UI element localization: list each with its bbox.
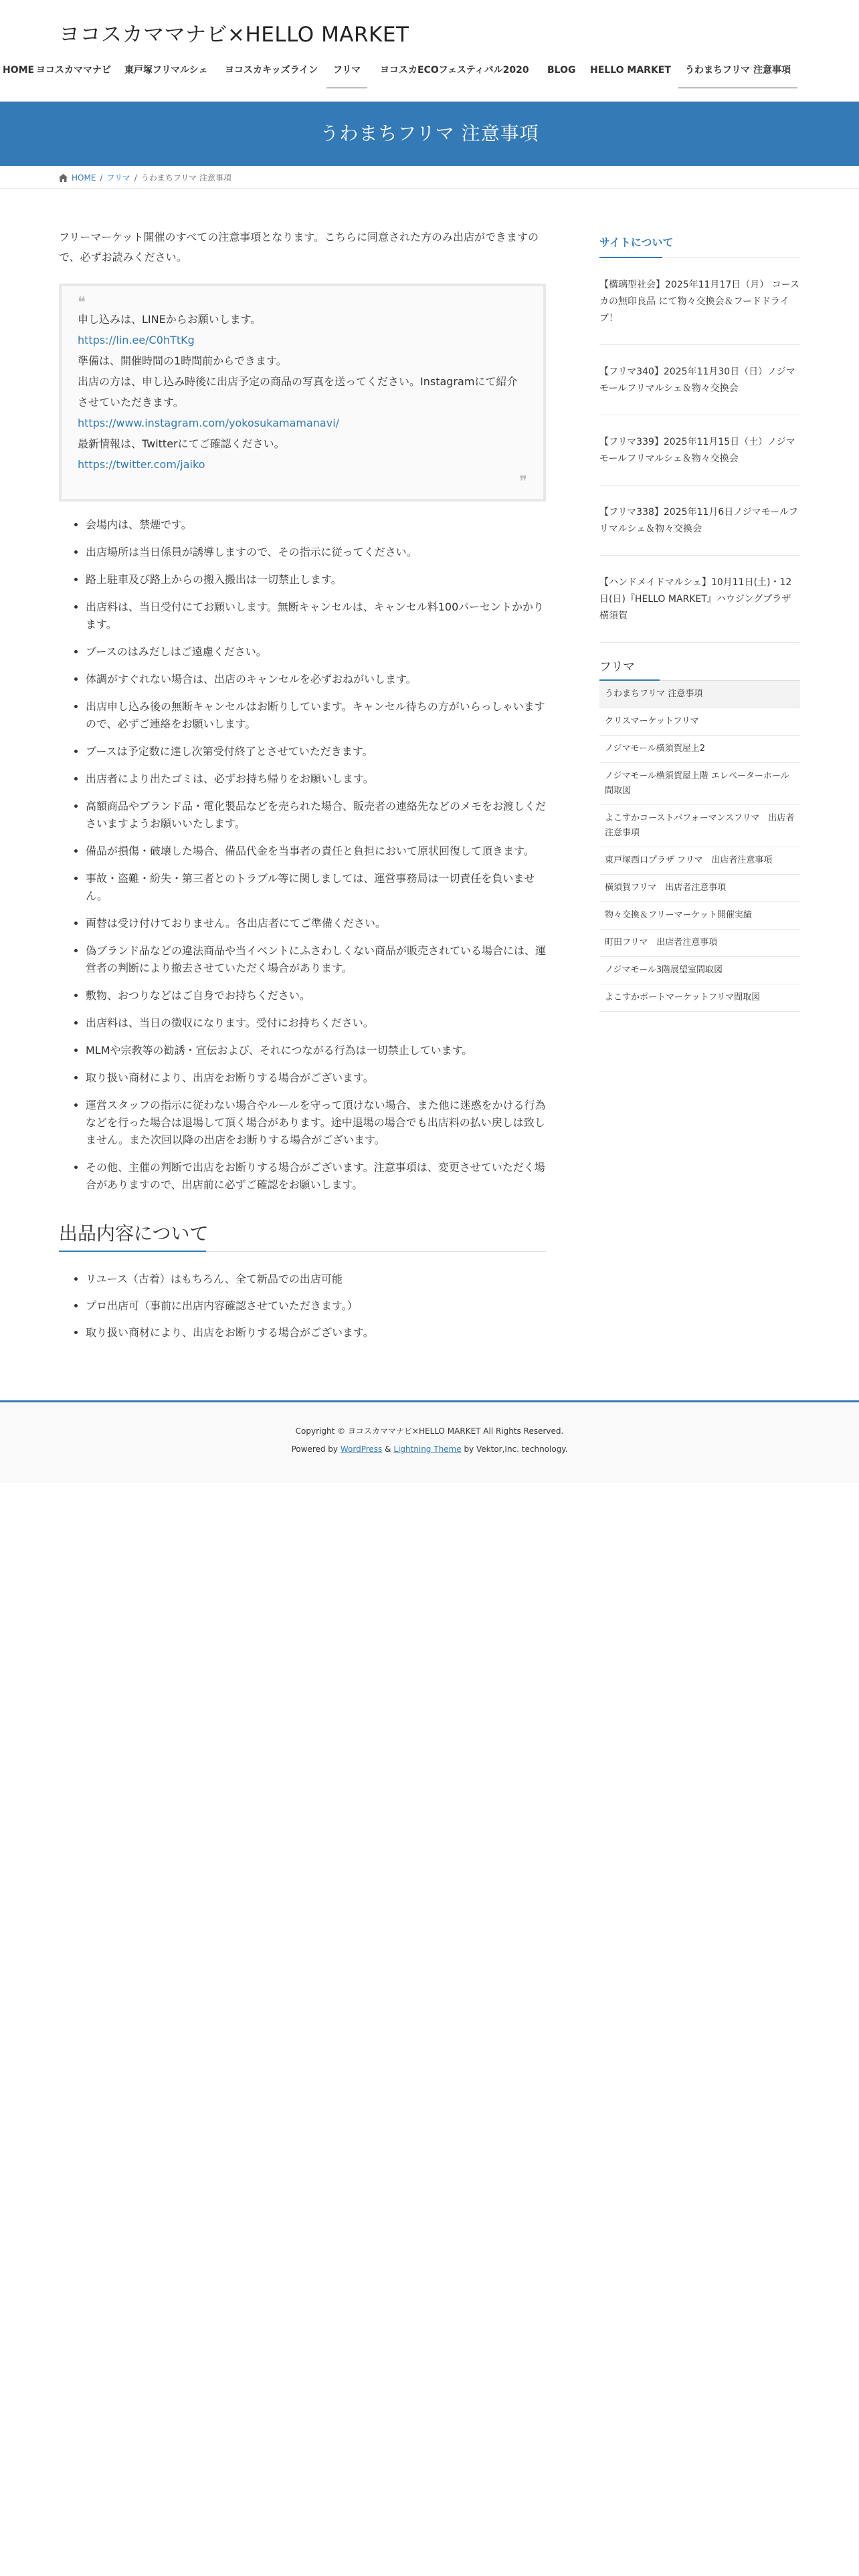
sidebar-page-link[interactable]: ノジマモール3階展望室間取図 bbox=[599, 957, 800, 984]
nav-item-uwamachi-notes[interactable]: うわまちフリマ 注意事項 bbox=[678, 59, 797, 88]
global-nav bbox=[0, 59, 859, 92]
sidebar-page-link[interactable]: 東戸塚西口プラザ フリマ 出店者注意事項 bbox=[599, 847, 800, 875]
footer-amp: & bbox=[385, 1444, 391, 1454]
sidebar-heading-furima: フリマ bbox=[599, 657, 800, 681]
list-item: • 取り扱い商材により、出店をお断りする場合がございます。 bbox=[86, 1069, 546, 1087]
footer-powered-prefix: Powered by bbox=[291, 1444, 339, 1454]
lightning-theme-link[interactable]: Lightning Theme bbox=[393, 1444, 462, 1454]
furima-pages-list bbox=[599, 681, 800, 1012]
instagram-link[interactable]: https://www.instagram.com/yokosukamamanavi/ bbox=[78, 417, 340, 429]
list-item: • プロ出店可（事前に出店内容確認させていただきます。） bbox=[86, 1297, 546, 1315]
list-item: • 運営スタッフの指示に従わない場合やルールを守って頂けない場合、また他に迷惑をかける行為などを行った場合は退場して頂く場合があります。途中退場の場合でも出店料の払い戻しは致しません。また次回以降の出店をお断りする場合がございます。 bbox=[86, 1097, 546, 1149]
breadcrumb-separator: / bbox=[100, 173, 103, 183]
quote-line: 申し込みは、LINEからお願いします。 bbox=[78, 313, 262, 326]
recent-post-link[interactable]: 【フリマ339】2025年11月15日（土）ノジマモールフリマルシェ＆物々交換会 bbox=[599, 415, 800, 486]
site-title-link[interactable]: ヨコスカママナビ×HELLO MARKET bbox=[59, 23, 409, 47]
quote-line: 準備は、開催時間の1時間前からできます。 bbox=[78, 354, 287, 367]
list-item: • ブースは予定数に達し次第受付終了とさせていただきます。 bbox=[86, 743, 546, 760]
list-item: • 備品が損傷・破壊した場合、備品代金を当事者の責任と負担において原状回復して頂きます。 bbox=[86, 843, 546, 860]
main-content bbox=[59, 227, 546, 1351]
footer-powered-suffix: by Vektor,Inc. technology. bbox=[464, 1444, 568, 1454]
nav-item-furima[interactable]: フリマ bbox=[326, 59, 367, 88]
items-list bbox=[59, 1271, 546, 1341]
list-item: • 出店場所は当日係員が誘導しますので、その指示に従ってください。 bbox=[86, 544, 546, 561]
recent-post-link[interactable]: 【ハンドメイドマルシェ】10月11日(土)・12日(日)『HELLO MARKET』ハウジングプラザ横須賀 bbox=[599, 556, 800, 643]
sidebar-page-link[interactable]: ノジマモール横須賀屋上階 エレベーターホール間取図 bbox=[599, 763, 800, 805]
sidebar-page-link[interactable]: クリスマーケットフリマ bbox=[599, 708, 800, 736]
footer-copyright: Copyright © ヨコスカママナビ×HELLO MARKET All Rights Reserved. bbox=[295, 1426, 564, 1436]
sidebar-page-link[interactable]: よこすかコーストパフォーマンスフリマ 出店者注意事項 bbox=[599, 805, 800, 847]
list-item: • 会場内は、禁煙です。 bbox=[86, 516, 546, 534]
list-item: • 高額商品やブランド品・電化製品などを売られた場合、販売者の連絡先などのメモをお渡しくださいますようお願いいたします。 bbox=[86, 798, 546, 833]
list-item: • リユース（古着）はもちろん、全て新品での出店可能 bbox=[86, 1271, 546, 1288]
sidebar-heading-site: サイトについて bbox=[599, 234, 800, 258]
notice-quote bbox=[59, 284, 546, 502]
sidebar-page-link[interactable]: ノジマモール横須賀屋上2 bbox=[599, 736, 800, 763]
twitter-link[interactable]: https://twitter.com/jaiko bbox=[78, 458, 205, 471]
list-item: • 敷物、おつりなどはご自身でお持ちください。 bbox=[86, 987, 546, 1004]
nav-item-eco-festival[interactable]: ヨコスカECOフェスティバル2020 bbox=[380, 65, 529, 76]
list-item: • 両替は受け付けておりません。各出店者にてご準備ください。 bbox=[86, 915, 546, 932]
nav-item-blog[interactable]: BLOG bbox=[547, 65, 576, 76]
list-item: • 出店料は、当日受付にてお願いします。無断キャンセルは、キャンセル料100パーセントかかります。 bbox=[86, 599, 546, 633]
recent-post-link[interactable]: 【構璃型社会】2025年11月17日（月） コースカの無印良品 にて物々交換会＆フードドライブ！ bbox=[599, 258, 800, 345]
nav-item-kidsline[interactable]: ヨコスカキッズライン bbox=[225, 65, 318, 76]
rules-list bbox=[59, 516, 546, 1194]
list-item: • 路上駐車及び路上からの搬入搬出は一切禁止します。 bbox=[86, 571, 546, 588]
line-link[interactable]: https://lin.ee/C0hTtKg bbox=[78, 334, 195, 346]
intro-text: フリーマーケット開催のすべての注意事項となります。こちらに同意された方のみ出店ができますので、必ずお読みください。 bbox=[59, 231, 539, 263]
wordpress-link[interactable]: WordPress bbox=[340, 1444, 383, 1454]
list-item: • ブースのはみだしはご遠慮ください。 bbox=[86, 643, 546, 661]
list-item: • 出店申し込み後の無断キャンセルはお断りしています。キャンセル待ちの方がいらっしゃいますので、必ずご連絡をお願いします。 bbox=[86, 698, 546, 733]
list-item: • 偽ブランド品などの違法商品や当イベントにふさわしくない商品が販売されている場合には、運営者の判断により撤去させていただく場合があります。 bbox=[86, 942, 546, 977]
list-item: • 事故・盗難・紛失・第三者とのトラブル等に関しましては、運営事務局は一切責任を負いません。 bbox=[86, 870, 546, 905]
nav-item-higashitotsuka[interactable]: 東戸塚フリマルシェ bbox=[124, 65, 208, 76]
list-item: • 体調がすぐれない場合は、出店のキャンセルを必ずおねがいします。 bbox=[86, 671, 546, 688]
home-icon bbox=[59, 174, 68, 182]
nav-item-hello-market[interactable]: HELLO MARKET bbox=[590, 65, 671, 76]
list-item: • 取り扱い商材により、出店をお断りする場合がございます。 bbox=[86, 1324, 546, 1341]
list-item: • 出店料は、当日の徴収になります。受付にお持ちください。 bbox=[86, 1014, 546, 1032]
sidebar-page-link[interactable]: よこすかポートマーケットフリマ間取図 bbox=[599, 984, 800, 1012]
sidebar-page-link[interactable]: 町田フリマ 出店者注意事項 bbox=[599, 930, 800, 957]
page-title: うわまちフリマ 注意事項 bbox=[320, 122, 539, 144]
breadcrumb-home-link[interactable]: HOME bbox=[72, 173, 96, 183]
recent-post-link[interactable]: 【フリマ340】2025年11月30日（日）ノジマモールフリマルシェ＆物々交換会 bbox=[599, 345, 800, 415]
breadcrumb-parent-link[interactable]: フリマ bbox=[106, 173, 130, 183]
quote-line: 最新情報は、Twitterにてご確認ください。 bbox=[78, 437, 285, 450]
sidebar-page-link[interactable]: うわまちフリマ 注意事項 bbox=[599, 681, 800, 708]
site-footer bbox=[0, 1400, 859, 1483]
quote-close-icon: ❞ bbox=[519, 473, 527, 490]
sidebar-page-link[interactable]: 横須賀フリマ 出店者注意事項 bbox=[599, 875, 800, 902]
recent-posts-list bbox=[599, 258, 800, 643]
sidebar-page-link[interactable]: 物々交換＆フリーマーケット開催実績 bbox=[599, 902, 800, 930]
quote-open-icon: ❝ bbox=[78, 294, 86, 311]
site-header bbox=[0, 0, 859, 102]
footer-powered-by bbox=[0, 1444, 859, 1454]
list-item: • MLMや宗教等の勧誘・宣伝および、それにつながる行為は一切禁止しています。 bbox=[86, 1042, 546, 1059]
breadcrumb-separator: / bbox=[134, 173, 137, 183]
breadcrumb-current: うわまちフリマ 注意事項 bbox=[140, 173, 231, 183]
list-item: • 出店者により出たゴミは、必ずお持ち帰りをお願いします。 bbox=[86, 770, 546, 788]
recent-post-link[interactable]: 【フリマ338】2025年11月6日ノジマモールフリマルシェ＆物々交換会 bbox=[599, 486, 800, 556]
nav-item-home[interactable]: HOME bbox=[3, 65, 35, 76]
sidebar bbox=[599, 234, 800, 1012]
page-header-band bbox=[0, 102, 859, 166]
section-title-items: 出品内容について bbox=[59, 1219, 546, 1252]
list-item: • その他、主催の判断で出店をお断りする場合がございます。注意事項は、変更させていただく場合がありますので、出店前に必ずご確認をお願いします。 bbox=[86, 1159, 546, 1194]
quote-line: 出店の方は、申し込み時後に出店予定の商品の写真を送ってください。Instagramにて紹介させていただきます。 bbox=[78, 375, 518, 409]
nav-item-yokosuka-mamanavi[interactable]: ヨコスカママナビ bbox=[36, 65, 111, 76]
breadcrumb bbox=[0, 166, 859, 189]
